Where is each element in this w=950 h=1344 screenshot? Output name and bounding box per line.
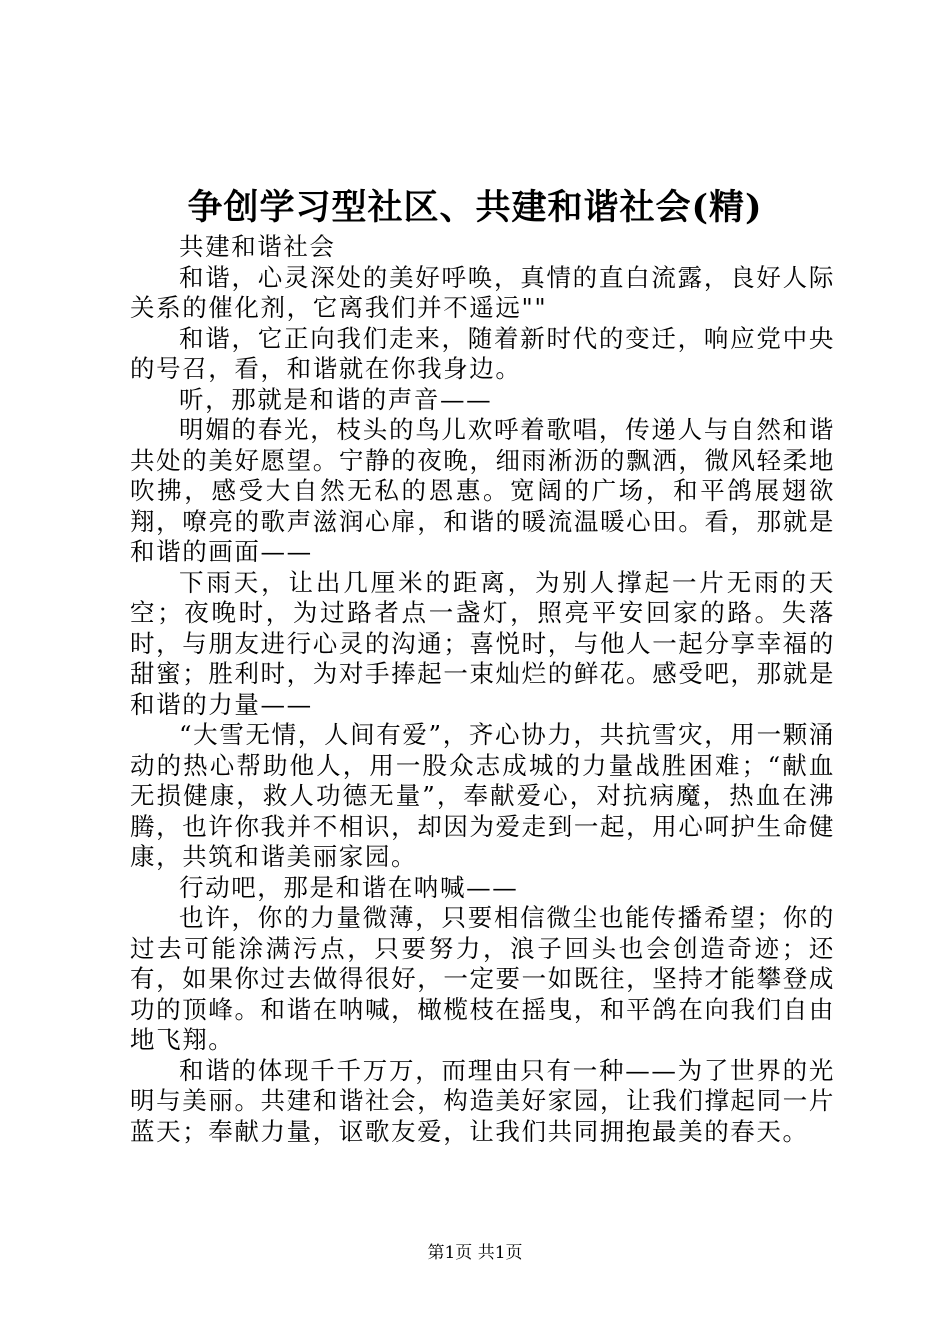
paragraph: 也许，你的力量微薄，只要相信微尘也能传播希望；你的过去可能涂满污点，只要努力，浪子回头也会创造奇迹；还有，如果你过去做得很好，一定要一如既往，坚持才能攀登成功的顶峰。和谐在呐喊，橄榄枝在摇曳，和平鸽在向我们自由地飞翔。 [130, 903, 835, 1054]
paragraph: 和谐，它正向我们走来，随着新时代的变迁，响应党中央的号召，看，和谐就在你我身边。 [130, 323, 835, 383]
paragraph: 明媚的春光，枝头的鸟儿欢呼着歌唱，传递人与自然和谐共处的美好愿望。宁静的夜晚，细雨淅沥的飘洒，微风轻柔地吹拂，感受大自然无私的恩惠。宽阔的广场，和平鸽展翅欲翔，嘹亮的歌声滋润心扉，和谐的暖流温暖心田。看，那就是和谐的画面—— [130, 415, 835, 566]
paragraph: 行动吧，那是和谐在呐喊—— [179, 872, 519, 902]
page-footer: 第1页 共1页 [427, 1243, 523, 1263]
paragraph: “大雪无情，人间有爱”，齐心协力，共抗雪灾，用一颗涌动的热心帮助他人，用一股众志成城的力量战胜困难；“献血无损健康，救人功德无量”，奉献爱心，对抗病魔，热血在沸腾，也许你我并不相识，却因为爱走到一起，用心呵护生命健康，共筑和谐美丽家园。 [130, 720, 835, 871]
paragraph: 和谐，心灵深处的美好呼唤，真情的直白流露，良好人际关系的催化剂，它离我们并不遥远"" [130, 262, 835, 322]
document-title: 争创学习型社区、共建和谐社会(精) [187, 187, 763, 228]
paragraph: 听，那就是和谐的声音—— [179, 384, 493, 414]
paragraph: 下雨天，让出几厘米的距离，为别人撑起一片无雨的天空；夜晚时，为过路者点一盏灯，照亮平安回家的路。失落时，与朋友进行心灵的沟通；喜悦时，与他人一起分享幸福的甜蜜；胜利时，为对手捧起一束灿烂的鲜花。感受吧，那就是和谐的力量—— [130, 567, 835, 719]
document-body [130, 232, 835, 1147]
paragraph: 共建和谐社会 [179, 232, 336, 261]
paragraph: 和谐的体现千千万万，而理由只有一种——为了世界的光明与美丽。共建和谐社会，构造美好家园，让我们撑起同一片蓝天；奉献力量，讴歌友爱，让我们共同拥抱最美的春天。 [130, 1055, 835, 1146]
